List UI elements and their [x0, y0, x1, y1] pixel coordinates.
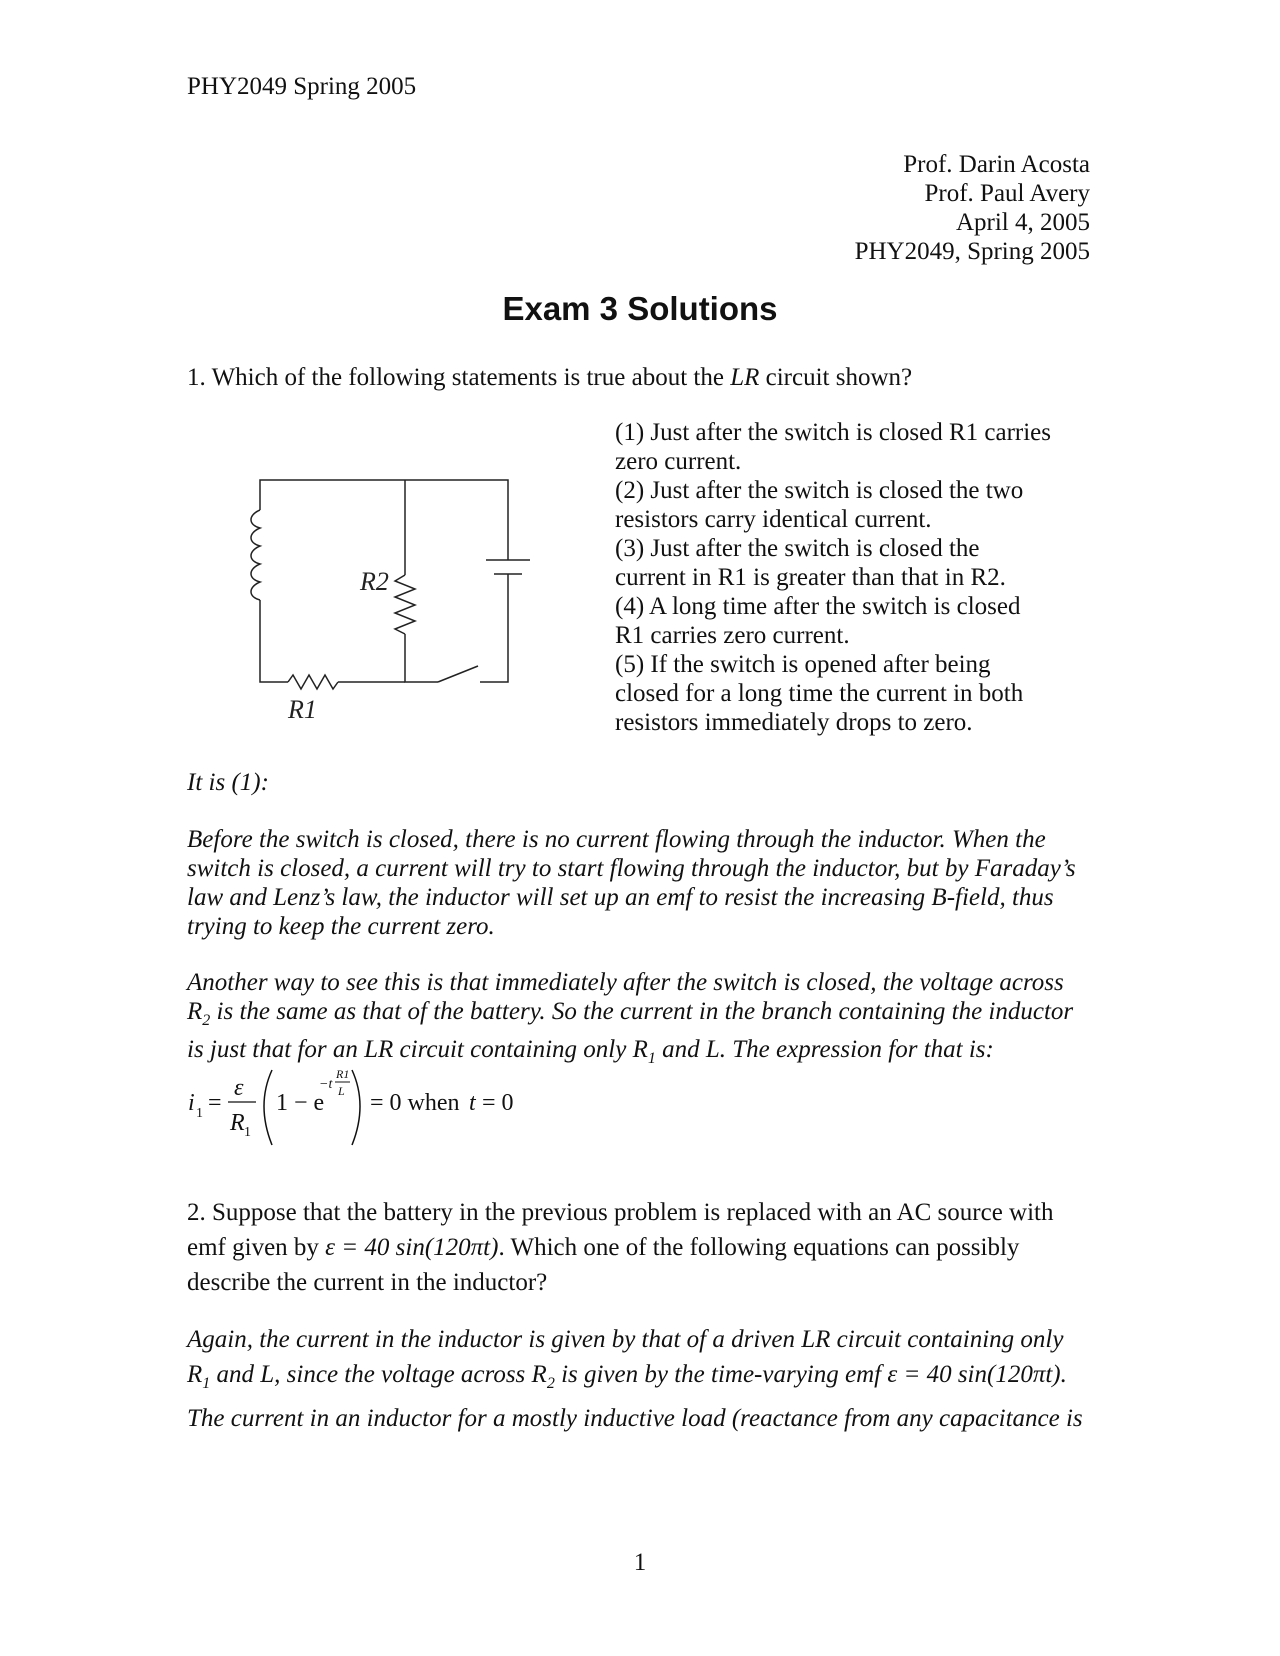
- r1-label: R1: [288, 695, 317, 724]
- answer-2-text: and L, since the voltage across R: [210, 1361, 547, 1388]
- r-subscript: 2: [202, 1012, 211, 1029]
- period: .: [1060, 1361, 1067, 1388]
- r-symbol: R: [187, 998, 203, 1025]
- answer-1-choice: It is (1):: [187, 769, 269, 796]
- option-line: (5) If the switch is opened after being: [615, 651, 991, 678]
- answer-2-line-3: The current in an inductor for a mostly inductive load (reactance from any capacitance is: [187, 1405, 1083, 1432]
- formula-exp: −t: [319, 1077, 333, 1092]
- question-2-line-1: 2. Suppose that the battery in the previous problem is replaced with an AC source with: [187, 1199, 1054, 1226]
- option-line: (2) Just after the switch is closed the two: [615, 477, 1024, 504]
- circuit-wire-top: [260, 480, 508, 560]
- question-2: [187, 1195, 1087, 1300]
- exam-date: April 4, 2005: [955, 209, 1090, 236]
- question-2-line-2: [187, 1230, 1087, 1265]
- r-symbol: R: [187, 1361, 203, 1388]
- option-line: (4) A long time after the switch is closed: [615, 593, 1021, 620]
- formula-exp-den: L: [338, 1084, 345, 1098]
- alt-line-3-text: is just that for an LR circuit containing only R: [187, 1036, 648, 1063]
- formula-t-eq: = 0: [482, 1090, 514, 1116]
- option-line: (1) Just after the switch is closed R1 carries: [615, 419, 1051, 446]
- option-line: resistors immediately drops to zero.: [615, 709, 973, 736]
- answer-2-text-mid: is given by the time-varying emf: [554, 1361, 882, 1388]
- course-name: PHY2049, Spring 2005: [854, 238, 1090, 265]
- lr-circuit-diagram: [228, 470, 548, 740]
- option-line: R1 carries zero current.: [615, 622, 850, 649]
- r-subscript: 1: [647, 1050, 656, 1067]
- question-1: [187, 363, 912, 392]
- formula-equals: =: [208, 1090, 222, 1116]
- course-header: PHY2049 Spring 2005: [187, 73, 417, 100]
- r2-resistor: [395, 575, 415, 634]
- circuit-wire-right: [480, 574, 508, 682]
- formula-i-sub: 1: [196, 1106, 203, 1121]
- question-1-text-end: circuit shown?: [765, 364, 913, 391]
- r-subscript: 2: [546, 1375, 555, 1392]
- circuit-wire-left: [260, 600, 288, 682]
- alt-line-2-text: is the same as that of the battery. So the current in the branch containing the inductor: [210, 998, 1074, 1025]
- current-formula: [186, 1060, 546, 1160]
- left-paren: [264, 1070, 272, 1145]
- prof-acosta: Prof. Darin Acosta: [903, 151, 1090, 178]
- page-title: Exam 3 Solutions: [502, 290, 778, 327]
- question-1-text: Which of the following statements is true about the: [211, 364, 724, 391]
- circuit-wire-r2-down: [405, 634, 438, 682]
- inductor-coil: [251, 510, 260, 600]
- r2-label: R2: [360, 567, 389, 596]
- answer-2-explanation: [187, 1322, 1097, 1436]
- explanation-line: trying to keep the current zero.: [187, 913, 495, 940]
- question-1-options: [615, 418, 1085, 737]
- switch-blade: [438, 666, 478, 682]
- explanation-line: switch is closed, a current will try to start flowing through the inductor, but by Faraday’s: [187, 855, 1076, 882]
- answer-1-explanation: [187, 825, 1097, 941]
- formula-den: R: [230, 1110, 245, 1136]
- formula-den-sub: 1: [244, 1125, 251, 1140]
- right-paren: [352, 1070, 360, 1145]
- answer-1-alternative: [187, 968, 1097, 1073]
- prof-avery: Prof. Paul Avery: [924, 180, 1090, 207]
- formula-one-minus: 1 − e: [276, 1090, 325, 1116]
- alt-line-1: Another way to see this is that immediately after the switch is closed, the voltage across: [187, 969, 1064, 996]
- option-line: (3) Just after the switch is closed the: [615, 535, 980, 562]
- formula-result: = 0 when: [370, 1090, 460, 1116]
- q2-text-end: . Which one of the following equations can possibly: [498, 1234, 1020, 1261]
- explanation-line: Before the switch is closed, there is no current flowing through the inductor. When the: [187, 826, 1046, 853]
- formula-t: t: [469, 1090, 476, 1116]
- option-line: resistors carry identical current.: [615, 506, 932, 533]
- formula-i: i: [188, 1090, 195, 1116]
- option-line: closed for a long time the current in both: [615, 680, 1024, 707]
- r1-resistor: [288, 675, 338, 689]
- emf-expression: ε = 40 sin(120πt): [325, 1234, 499, 1261]
- formula-emf: ε: [234, 1075, 244, 1101]
- option-line: current in R1 is greater than that in R2.: [615, 564, 1006, 591]
- page-number: 1: [633, 1549, 647, 1576]
- explanation-line: law and Lenz’s law, the inductor will set up an emf to resist the increasing B-field, thus: [187, 884, 1054, 911]
- question-2-line-3: describe the current in the inductor?: [187, 1269, 548, 1296]
- emf-expression: ε = 40 sin(120πt): [887, 1361, 1061, 1388]
- formula-exp-num: R1: [336, 1067, 350, 1081]
- question-1-lr: LR: [730, 364, 760, 391]
- question-1-number: 1.: [187, 364, 206, 391]
- answer-2-line-1: Again, the current in the inductor is given by that of a driven LR circuit containing only: [187, 1326, 1064, 1353]
- alt-line-2: [187, 997, 1097, 1035]
- r-subscript: 1: [202, 1375, 211, 1392]
- option-line: zero current.: [615, 448, 742, 475]
- q2-text: emf given by: [187, 1234, 319, 1261]
- answer-2-line-2: [187, 1357, 1097, 1401]
- alt-line-3-end: and L. The expression for that is:: [655, 1036, 994, 1063]
- author-block: [855, 150, 1090, 266]
